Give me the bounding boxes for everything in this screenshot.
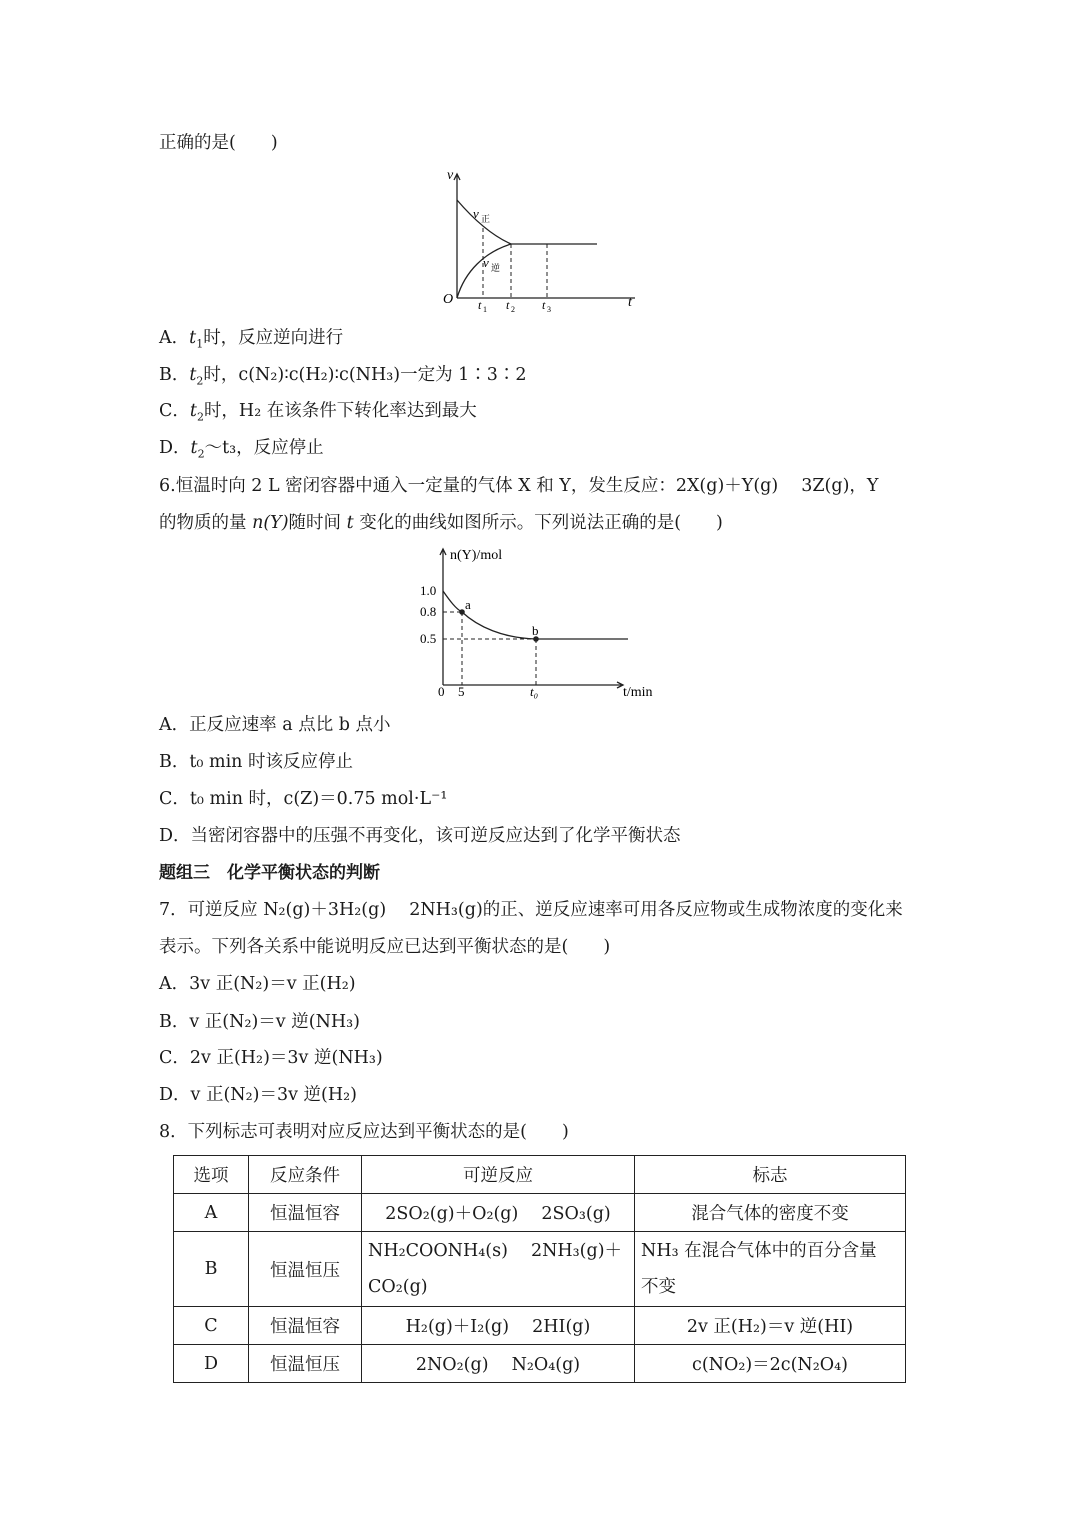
fig2-x-axis-label: t/min (623, 685, 653, 700)
q7-stem-line2: 表示。下列各关系中能说明反应已达到平衡状态的是( ) (159, 937, 611, 957)
q6-stem-line2: 的物质的量 n(Y)随时间 t 变化的曲线如图所示。下列说法正确的是( ) (159, 513, 723, 533)
row-c-reaction: H₂(g)＋I₂(g) 2HI(g) (362, 1307, 635, 1345)
row-b-option: B (174, 1232, 249, 1307)
row-d-condition: 恒温恒压 (249, 1345, 362, 1383)
section-heading: 题组三 化学平衡状态的判断 (159, 863, 380, 883)
q8-stem: 8．下列标志可表明对应反应达到平衡状态的是( ) (159, 1122, 569, 1142)
row-c-mark: 2v 正(H₂)＝v 逆(HI) (635, 1307, 906, 1345)
fig1-tick-t1: t (478, 298, 482, 312)
row-c-condition: 恒温恒容 (249, 1307, 362, 1345)
intro-text: 正确的是( ) (159, 133, 278, 153)
q8-table (173, 1155, 906, 1383)
row-d-option: D (174, 1345, 249, 1383)
fig2-xtick-2: 5 (458, 684, 465, 699)
fig2-point-b-label: b (532, 623, 539, 638)
fig1-reverse-label: v (483, 255, 489, 270)
fig1-origin-label: O (443, 292, 454, 307)
header-condition: 反应条件 (249, 1156, 362, 1194)
q6-option-b: B．t₀ min 时该反应停止 (159, 752, 353, 772)
fig1-tick-t2: t (506, 298, 510, 312)
header-reaction: 可逆反应 (362, 1156, 635, 1194)
fig1-y-axis-label: v (447, 168, 454, 183)
fig1-forward-label: v (473, 206, 479, 221)
point-a-marker (459, 609, 465, 615)
q5-option-d: D．$t_2\sim t_3$，反应停止 (159, 438, 324, 461)
q7-stem-line1: 7．可逆反应 N₂(g)＋3H₂(g) 2NH₃(g)的正、逆反应速率可用各反应物或生成物浓度的变化来 (159, 900, 903, 920)
fig1-tick-t3: t (542, 298, 546, 312)
table-row (174, 1232, 906, 1307)
row-a-option: A (174, 1194, 249, 1232)
fig1-forward-sub: 正 (481, 214, 491, 224)
fig1-reverse-sub: 逆 (491, 263, 501, 273)
fig2-ytick-3: 0.5 (420, 631, 437, 646)
row-a-condition: 恒温恒容 (249, 1194, 362, 1232)
q6-stem-line1: 6.恒温时向 2 L 密闭容器中通入一定量的气体 X 和 Y，发生反应：2X(g)＋Y(g) 3Z(g)，Y (159, 476, 879, 496)
fig2-point-a-label: a (465, 597, 471, 612)
row-c-option: C (174, 1307, 249, 1345)
row-d-reaction: 2NO₂(g) N₂O₄(g) (362, 1345, 635, 1383)
header-option: 选项 (174, 1156, 249, 1194)
q5-option-a: A．$t_1$时，反应逆向进行 (159, 328, 344, 351)
fig2-ytick-1: 1.0 (420, 583, 437, 598)
row-a-mark: 混合气体的密度不变 (635, 1194, 906, 1232)
table-row (174, 1307, 906, 1345)
row-d-mark: c(NO₂)＝2c(N₂O₄) (635, 1345, 906, 1383)
fig1-tick-t1-sub: 1 (483, 305, 487, 314)
q7-option-a: A．3v 正(N₂)＝v 正(H₂) (159, 974, 356, 994)
q5-option-c: C．$t_2$时，H₂ 在该条件下转化率达到最大 (159, 401, 477, 424)
fig2-xtick-3: t₀ (530, 684, 539, 699)
q7-option-d: D．v 正(N₂)＝3v 逆(H₂) (159, 1085, 357, 1105)
q6-option-c: C．t₀ min 时，c(Z)＝0.75 mol·L⁻¹ (159, 789, 448, 809)
q5-option-b: B．$t_2$时，c(N₂)∶c(H₂)∶c(NH₃)一定为 1∶3∶2 (159, 365, 527, 388)
q6-option-d: D．当密闭容器中的压强不再变化，该可逆反应达到了化学平衡状态 (159, 826, 681, 846)
row-b-reaction: NH₂COONH₄(s) 2NH₃(g)＋ CO₂(g) (362, 1232, 635, 1307)
fig1-tick-t2-sub: 2 (511, 305, 515, 314)
rate-time-figure (435, 166, 645, 314)
q7-option-b: B．v 正(N₂)＝v 逆(NH₃) (159, 1012, 360, 1032)
fig2-xtick-1: 0 (438, 684, 445, 699)
fig2-ytick-2: 0.8 (420, 604, 437, 619)
fig2-y-axis-label: n(Y)/mol (450, 548, 503, 563)
table-header-row (174, 1156, 906, 1194)
row-b-condition: 恒温恒压 (249, 1232, 362, 1307)
row-a-reaction: 2SO₂(g)＋O₂(g) 2SO₃(g) (362, 1194, 635, 1232)
header-mark: 标志 (635, 1156, 906, 1194)
row-b-mark: NH₃ 在混合气体中的百分含量 不变 (635, 1232, 906, 1307)
q6-option-a: A．正反应速率 a 点比 b 点小 (159, 715, 391, 735)
fig1-x-axis-label: t (628, 295, 632, 310)
q7-option-c: C．2v 正(H₂)＝3v 逆(NH₃) (159, 1048, 383, 1068)
ny-time-figure (418, 543, 668, 703)
table-row (174, 1345, 906, 1383)
table-row (174, 1194, 906, 1232)
fig1-tick-t3-sub: 3 (547, 305, 551, 314)
